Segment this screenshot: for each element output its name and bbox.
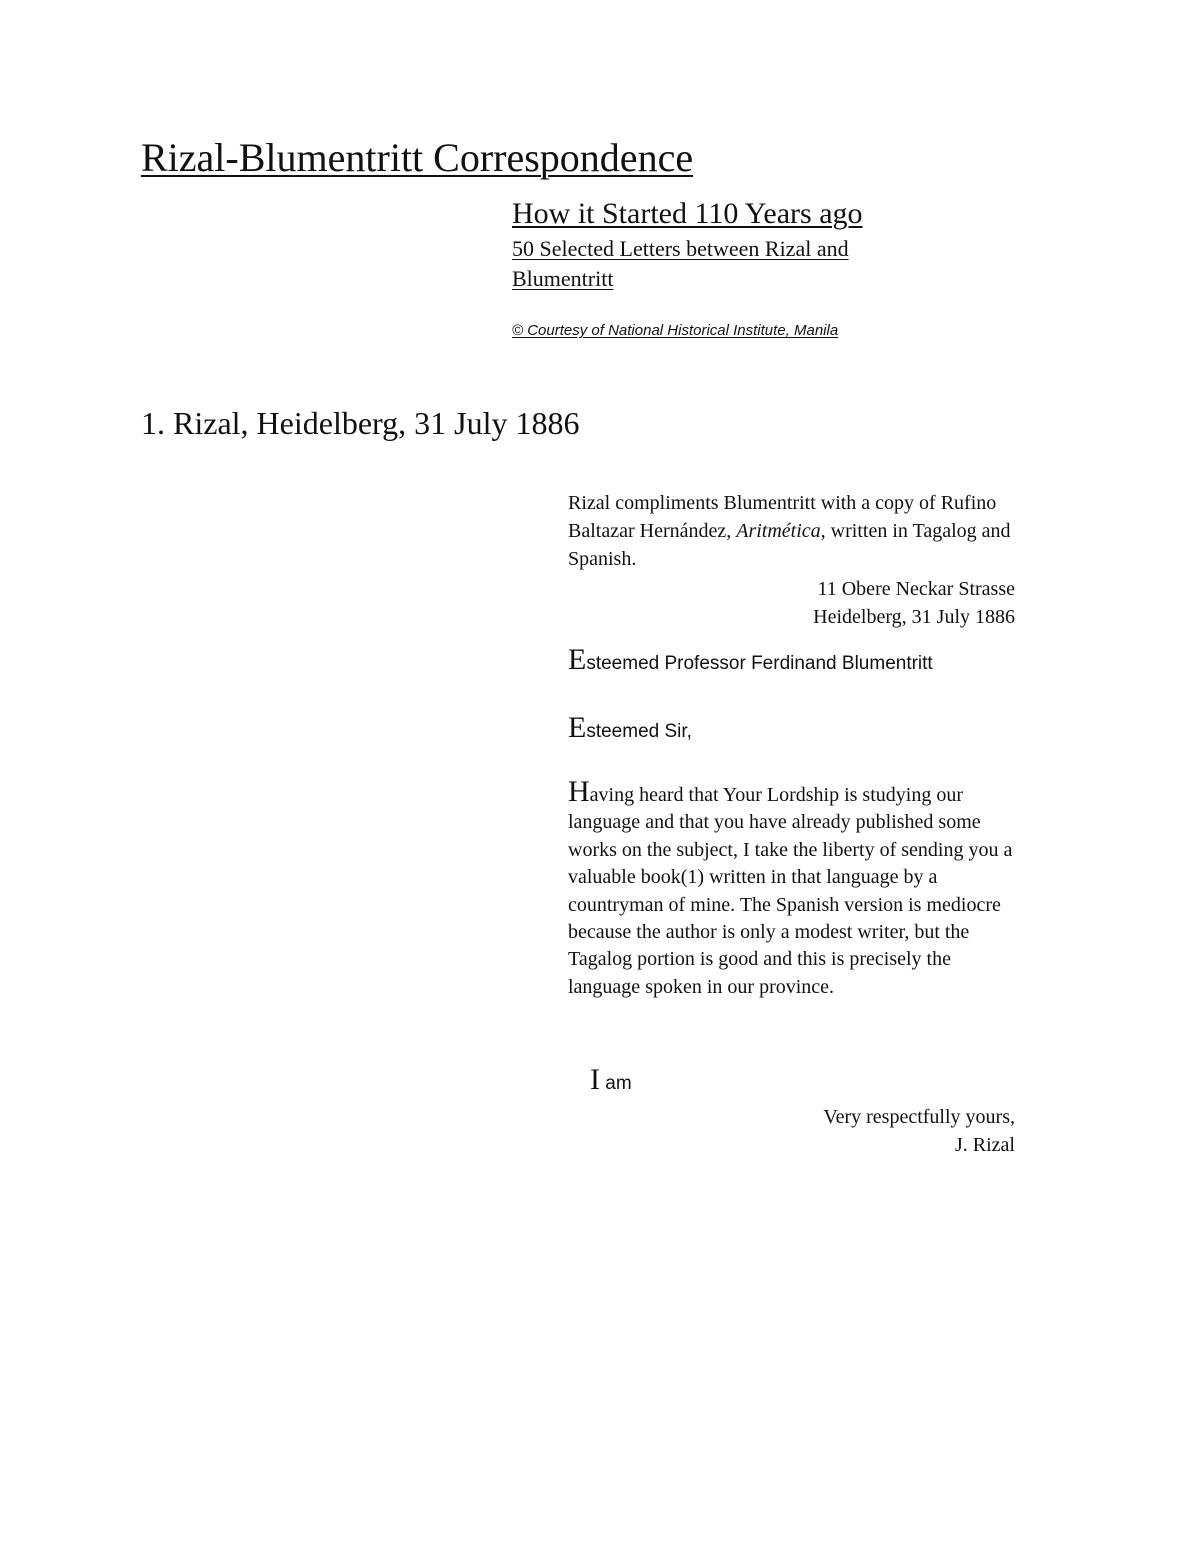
document-title: Rizal-Blumentritt Correspondence — [141, 135, 694, 180]
document-description: 50 Selected Letters between Rizal and Blumentritt — [512, 236, 849, 291]
letter-heading: 1. Rizal, Heidelberg, 31 July 1886 — [141, 405, 580, 441]
letter-summary — [568, 489, 1028, 573]
recipient-initial: E — [568, 643, 587, 676]
greeting-line — [568, 708, 692, 752]
signoff-block — [700, 1103, 1015, 1159]
closing-initial: I — [590, 1063, 600, 1096]
summary-text-end: , written in Tagalog and Spanish. — [568, 520, 1011, 570]
document-subtitle: How it Started 110 Years ago — [512, 197, 863, 230]
recipient-line — [568, 640, 933, 684]
greeting-initial: E — [568, 711, 587, 744]
body-initial: H — [568, 775, 590, 808]
address-date: Heidelberg, 31 July 1886 — [813, 606, 1015, 628]
sender-address — [700, 575, 1015, 631]
signoff-text: Very respectfully yours, — [823, 1106, 1015, 1128]
greeting-text: steemed Sir, — [586, 721, 692, 742]
address-street: 11 Obere Neckar Strasse — [817, 578, 1015, 600]
book-title: Aritmética — [736, 520, 821, 542]
closing-line — [590, 1060, 632, 1104]
recipient-name: steemed Professor Ferdinand Blumentritt — [586, 653, 933, 674]
signature: J. Rizal — [955, 1134, 1015, 1156]
summary-text-start: Rizal compliments Blumentritt with a copy of Rufino Baltazar Hernández, — [568, 492, 997, 542]
closing-text: am — [600, 1073, 632, 1094]
letter-body — [568, 775, 1018, 1001]
courtesy-credit: © Courtesy of National Historical Institute, Manila — [512, 322, 839, 339]
body-text: aving heard that Your Lordship is studying our language and that you have already published some works on the subject, I take the liberty of sending you a valuable book(1) written in that language by a countryman of mine. The Spanish version is mediocre because the author is only a modest writer, but the Tagalog portion is good and this is precisely the language spoken in our province. — [568, 784, 1013, 998]
